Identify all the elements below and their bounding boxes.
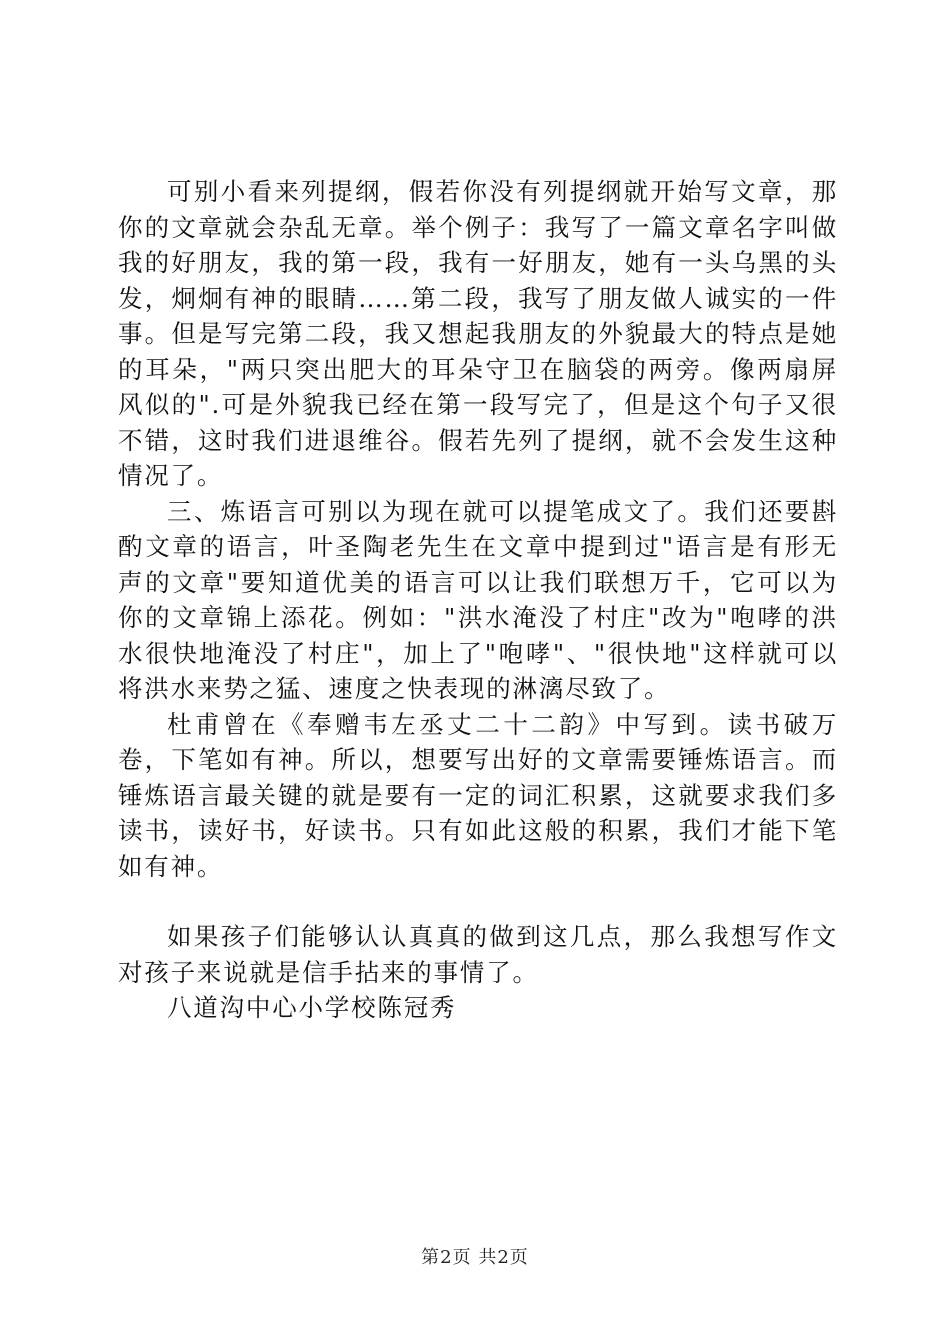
paragraph-conclusion: 如果孩子们能够认认真真的做到这几点，那么我想写作文对孩子来说就是信手拈来的事情了。 bbox=[118, 922, 838, 987]
page-number-footer: 第2页 共2页 bbox=[421, 1247, 529, 1268]
paragraph-du-fu-quote: 杜甫曾在《奉赠韦左丞丈二十二韵》中写到。读书破万卷，下笔如有神。所以，想要写出好的文章需要锤炼语言。而锤炼语言最关键的就是要有一定的词汇积累，这就要求我们多读书，读好书，好读书。只有如此这般的积累，我们才能下笔如有神。 bbox=[118, 709, 838, 881]
document-body bbox=[118, 174, 838, 1026]
paragraph-outline: 可别小看来列提纲，假若你没有列提纲就开始写文章，那你的文章就会杂乱无章。举个例子：我写了一篇文章名字叫做我的好朋友，我的第一段，我有一好朋友，她有一头乌黑的头发，炯炯有神的眼睛……第二段，我写了朋友做人诚实的一件事。但是写完第二段，我又想起我朋友的外貌最大的特点是她的耳朵，"两只突出肥大的耳朵守卫在脑袋的两旁。像两扇屏风似的".可是外貌我已经在第一段写完了，但是这个句子又很不错，这时我们进退维谷。假若先列了提纲，就不会发生这种情况了。 bbox=[118, 177, 838, 490]
paragraph-spacer bbox=[118, 884, 838, 919]
paragraph-refine-language: 三、炼语言可别以为现在就可以提笔成文了。我们还要斟酌文章的语言，叶圣陶老先生在文章中提到过"语言是有形无声的文章"要知道优美的语言可以让我们联想万千，它可以为你的文章锦上添花。例如："洪水淹没了村庄"改为"咆哮的洪水很快地淹没了村庄"，加上了"咆哮"、"很快地"这样就可以将洪水来势之猛、速度之快表现的淋漓尽致了。 bbox=[118, 496, 838, 703]
author-signature: 八道沟中心小学校陈冠秀 bbox=[167, 993, 457, 1022]
